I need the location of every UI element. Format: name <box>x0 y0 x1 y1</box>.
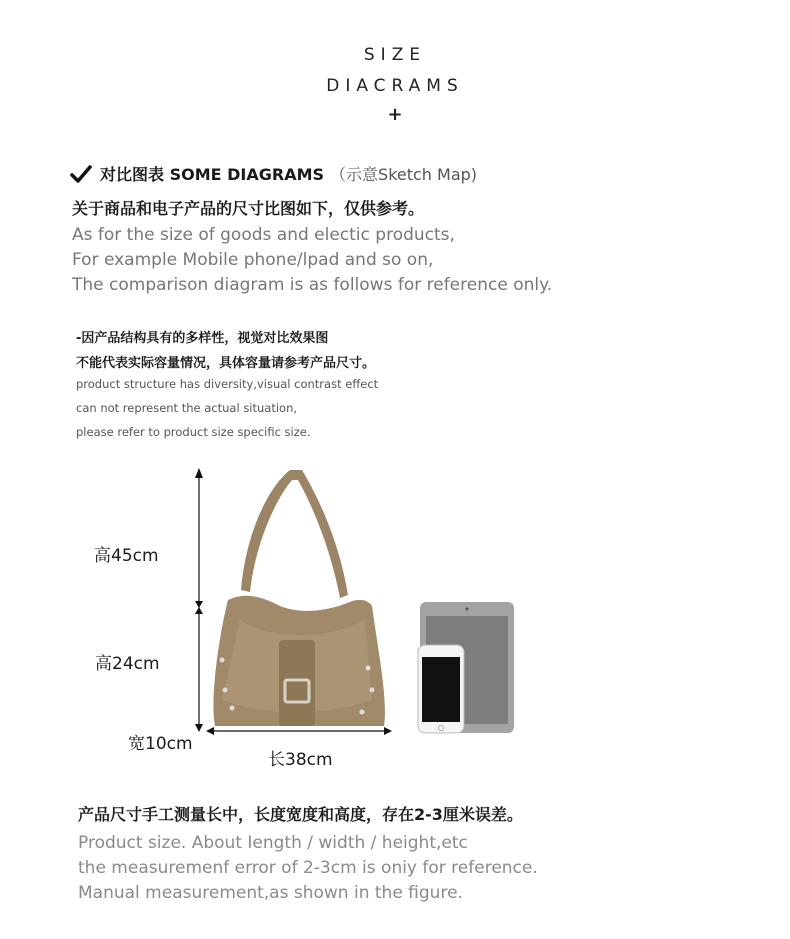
footer-en-line: the measuremenf error of 2-3cm is oniy for reference. <box>78 858 538 878</box>
intro-en-line: As for the size of goods and electic products, <box>72 225 455 245</box>
notice-cn-line: -因产品结构具有的多样性，视觉对比效果图 <box>76 331 329 346</box>
intro-en-line: For example Mobile phone/lpad and so on, <box>72 250 434 270</box>
header-diagrams: DIACRAMS <box>326 76 464 96</box>
bag-image <box>213 470 384 726</box>
footer-cn: 产品尺寸手工测量长中，长度宽度和高度，存在2-3厘米误差。 <box>78 805 523 824</box>
length-label: 长38cm <box>268 750 333 770</box>
body-height-label: 高24cm <box>95 654 160 674</box>
notice-en-line: please refer to product size specific size. <box>76 425 311 439</box>
notice-cn-line: 不能代表实际容量情况，具体容量请参考产品尺寸。 <box>76 356 376 371</box>
phone-image <box>418 645 464 733</box>
height-dimension-arrow <box>195 468 203 732</box>
header-plus: + <box>387 104 403 125</box>
section-title: 对比图表 SOME DIAGRAMS <box>100 165 325 184</box>
intro-en-line: The comparison diagram is as follows for reference only. <box>72 275 553 295</box>
footer-en-line: Product size. About Iength / width / height,etc <box>78 833 468 853</box>
notice-en-line: product structure has diversity,visual contrast effect <box>76 377 379 391</box>
header-size: SIZE <box>363 45 427 65</box>
notice-en-line: can not represent the actual situation, <box>76 401 298 415</box>
intro-cn: 关于商品和电子产品的尺寸比图如下，仅供参考。 <box>72 199 425 218</box>
footer-en-line: Manual measurement,as shown in the figure. <box>78 883 463 903</box>
total-height-label: 高45cm <box>94 546 159 566</box>
width-label: 宽10cm <box>128 734 193 754</box>
section-title-note: （示意Sketch Map) <box>330 165 478 184</box>
length-dimension-arrow <box>206 727 392 735</box>
